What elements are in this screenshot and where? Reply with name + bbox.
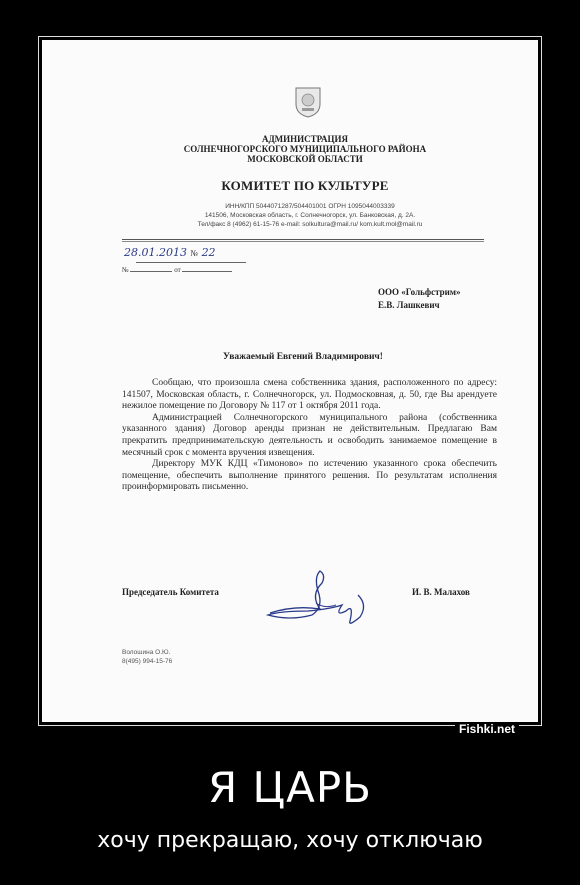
executor-name: Волошина О.Ю.	[122, 649, 171, 656]
handwritten-signature	[250, 565, 380, 630]
site-watermark: Fishki.net	[455, 722, 519, 736]
letterhead-divider	[122, 239, 484, 240]
reference-date	[124, 246, 216, 259]
date-underline	[136, 262, 246, 263]
number-prefix: №	[190, 249, 199, 258]
signatory-title: Председатель Комитета	[122, 587, 219, 597]
reference-line-2	[122, 266, 232, 274]
recipient-org: ООО «Гольфстрим»	[378, 287, 461, 297]
body-paragraph-3: Директору МУК КДЦ «Тимоново» по истечению указанного срока обеспечить помещение, обеспечить выполнение принятого решения. По результатам исполнения проинформировать письменно.	[122, 459, 497, 493]
ref2-from: от	[174, 266, 181, 274]
org-address: 141506, Московская область, г. Солнечногорск, ул. Банковская, д. 2А.	[204, 212, 416, 219]
admin-line-3: МОСКОВСКОЙ ОБЛАСТИ	[247, 154, 363, 164]
body-paragraph-2: Администрацией Солнечногорского муниципального района (собственника указанного здания) Договор аренды признан не действительным. Предлагаю Вам прекратить предпринимательскую деятельность и освободить занимаемое помещение в месячный срок с момента вручения извещения.	[122, 412, 497, 458]
handwritten-date: 28.01.2013	[124, 246, 187, 259]
signatory-name: И. В. Малахов	[412, 587, 470, 597]
recipient-block	[378, 286, 460, 312]
administration-header	[150, 134, 460, 164]
coat-of-arms-icon	[294, 86, 322, 118]
handwritten-number: 22	[201, 246, 216, 259]
committee-title: КОМИТЕТ ПО КУЛЬТУРЕ	[221, 178, 389, 193]
admin-line-1: АДМИНИСТРАЦИЯ	[261, 134, 349, 144]
body-paragraph-1: Сообщаю, что произошла смена собственника здания, расположенного по адресу: 141507, Московская область, г. Солнечногорск, ул. Подмосковная, д. 50, где Вы арендуете нежилое помещение по Договору № 117 от 1 октября 2011 года.	[122, 378, 497, 412]
poster-title: Я ЦАРЬ	[207, 763, 372, 812]
executor-info	[122, 648, 172, 666]
ref2-number-prefix: №	[122, 266, 129, 274]
poster-subtitle: хочу прекращаю, хочу отключаю	[97, 828, 483, 853]
executor-phone: 8(495) 994-15-76	[122, 658, 173, 665]
recipient-person: Е.В. Лашкевич	[378, 300, 440, 310]
admin-line-2: СОЛНЕЧНОГОРСКОГО МУНИЦИПАЛЬНОГО РАЙОНА	[183, 144, 427, 154]
salutation: Уважаемый Евгений Владимирович!	[223, 352, 383, 362]
letterhead-contacts	[175, 202, 445, 229]
letterhead-divider-thin	[122, 241, 484, 242]
org-phone: Тел/факс 8 (4962) 61-15-76 e-mail: solkultura@mail.ru/ kom.kult.mol@mail.ru	[197, 221, 423, 228]
org-ids: ИНН/КПП 5044071287/504401001 ОГРН 1095044003339	[225, 203, 395, 210]
letter-body	[122, 378, 497, 494]
